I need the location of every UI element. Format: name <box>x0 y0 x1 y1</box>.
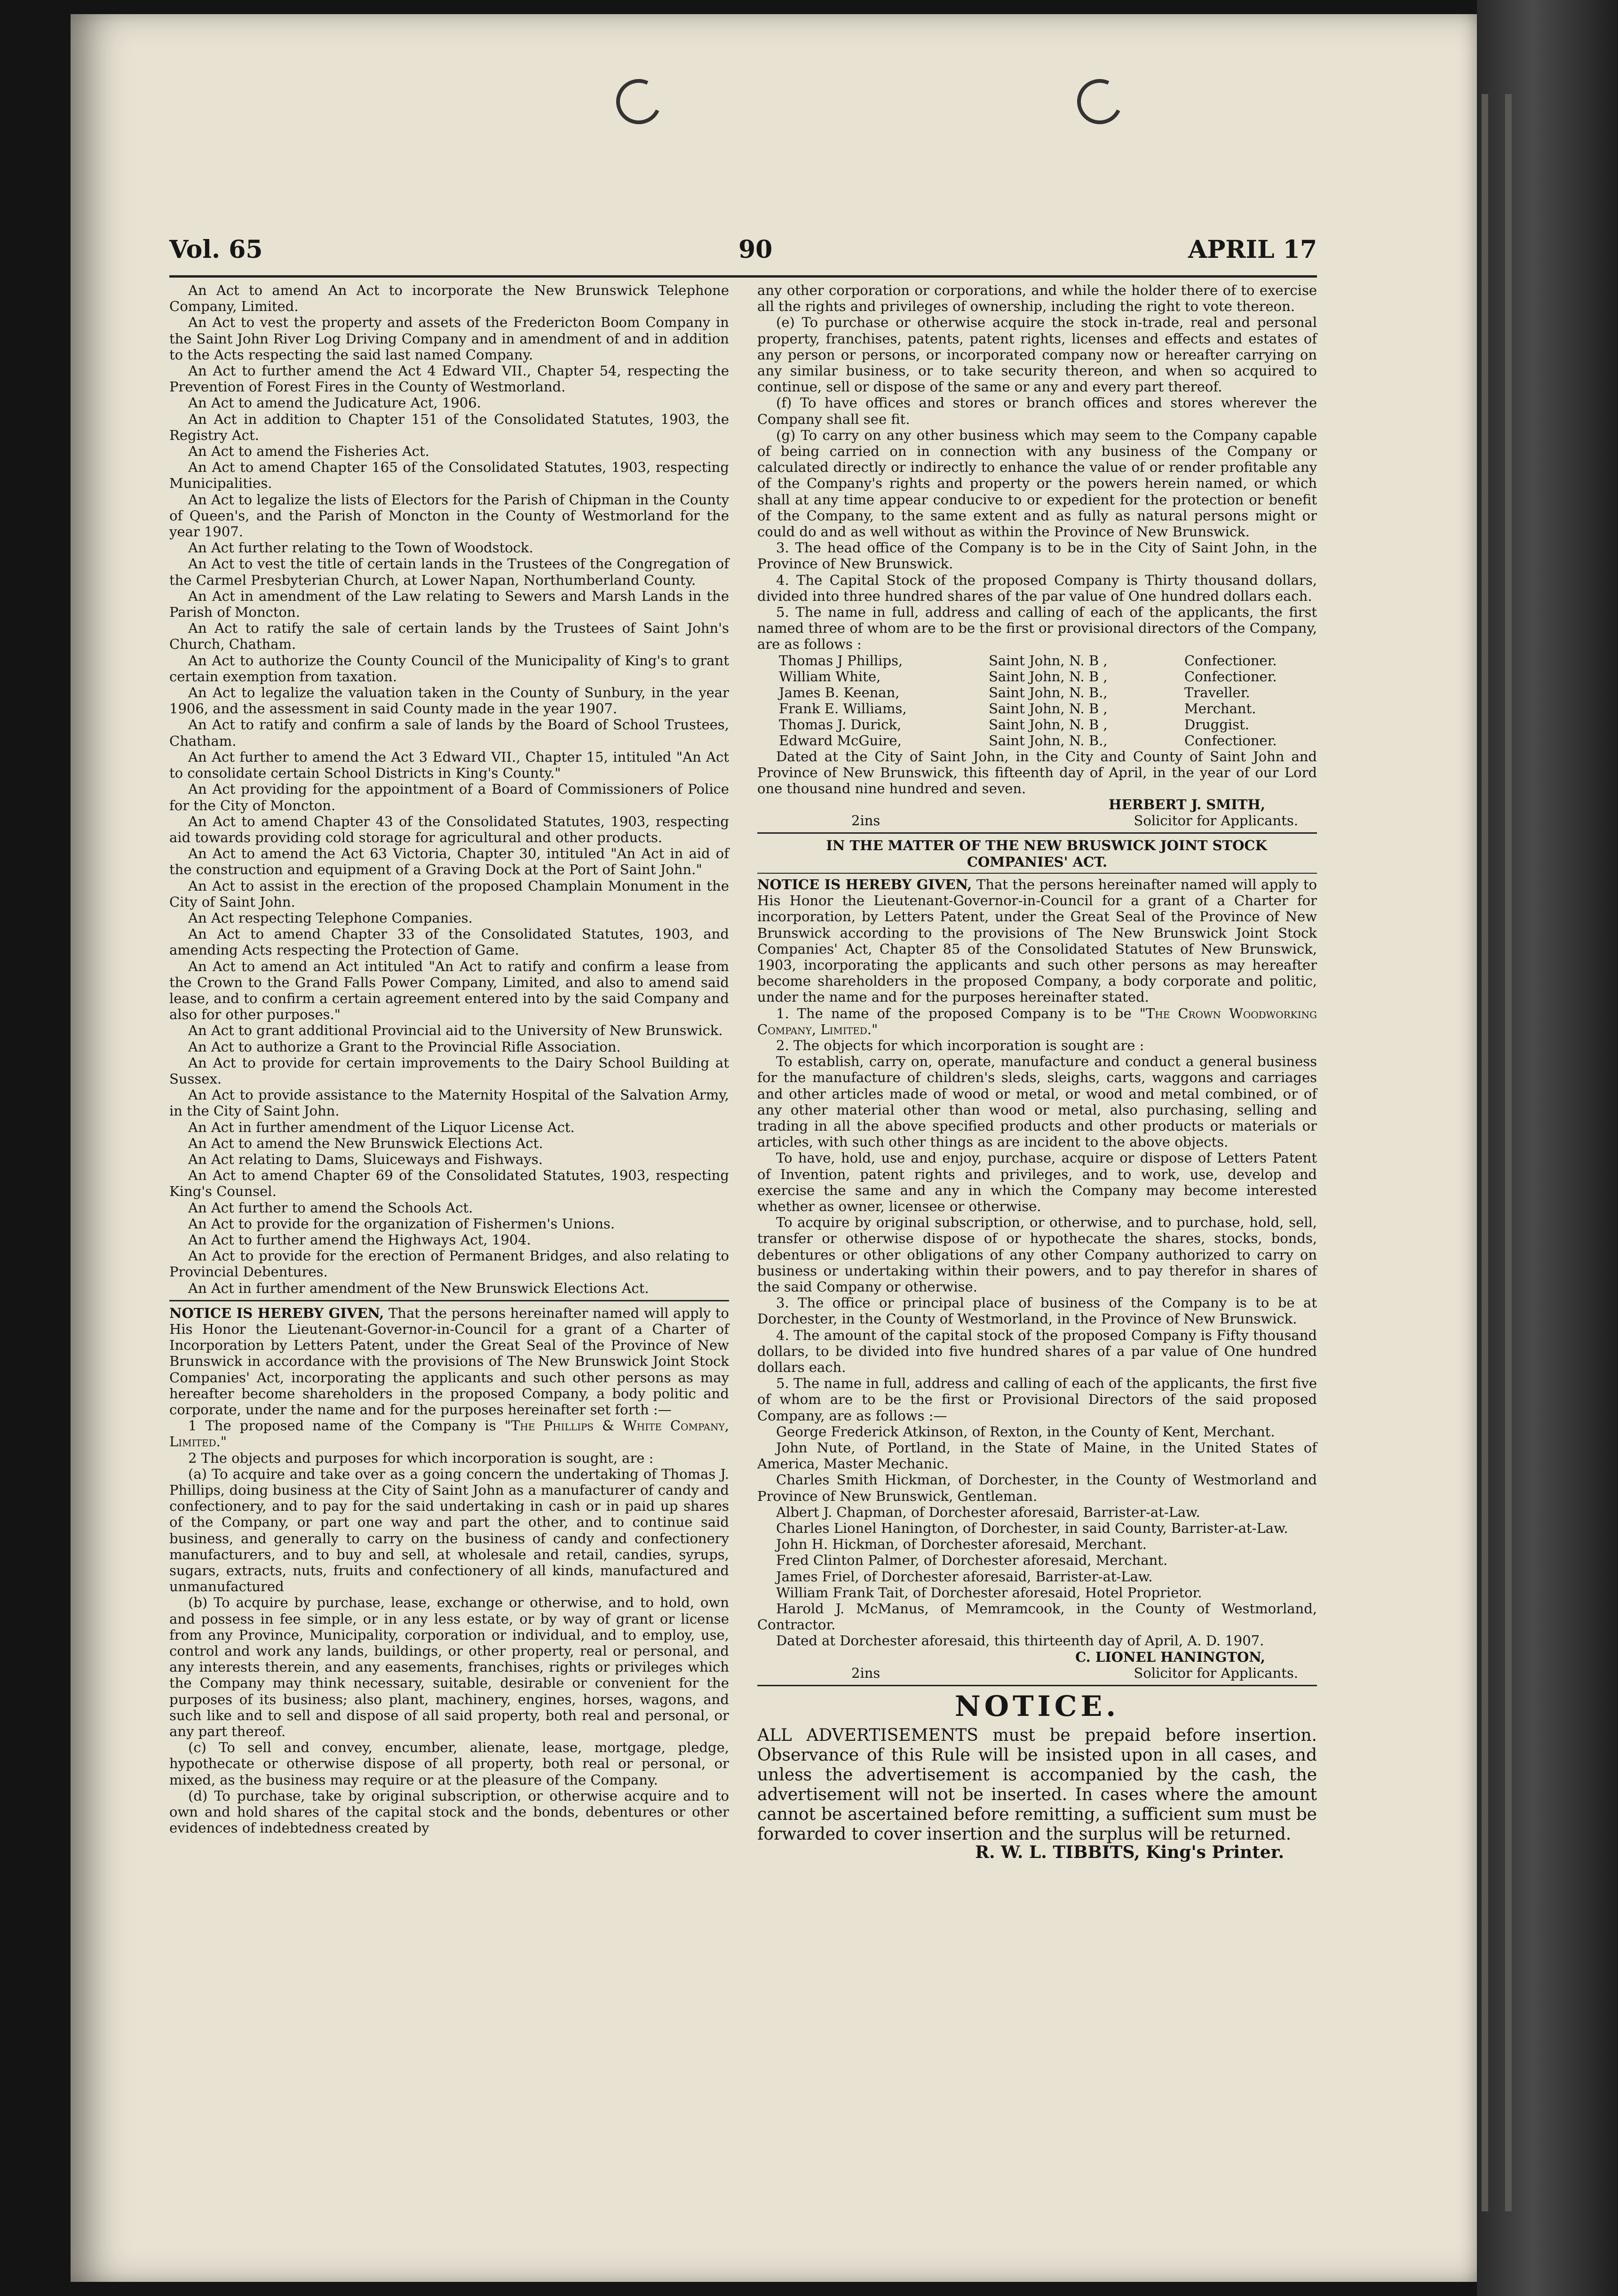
object-f: (f) To have offices and stores or branch offices and stores wherever the Company shall see fit. <box>757 395 1317 427</box>
notice-intro <box>169 1305 729 1418</box>
applicant: Fred Clinton Palmer, of Dorchester aforesaid, Merchant. <box>776 1552 1168 1569</box>
object-d: (d) To purchase, take by original subscription, or otherwise acquire and to own and hold shares of the capital stock and the bonds, debentures or other evidences of indebtedness created by <box>169 1787 729 1836</box>
advertising-notice <box>757 1690 1317 1860</box>
object-c: (c) To sell and convey, encumber, alienate, lease, mortgage, pledge, hypothecate or otherwise dispose of all property, both real or personal, or mixed, as the business may require or at the pleasure of the Company. <box>169 1739 729 1788</box>
insertion-count: 2ins <box>851 1665 880 1681</box>
act-item: An Act to amend An Act to incorporate the New Brunswick Telephone Company, Limited. <box>169 282 729 315</box>
object-b: (b) To acquire by purchase, lease, exchange or otherwise, and to hold, own and possess in fee simple, or in any less estate, or by way of grant or license from any Province, Municipality, corporation or individual, and to employ, use, control and work any lands, buildings, or other property, real or personal, and any interests therein, and any easements, franchises, rights or privileges which the Company may think necessary, suitable, desirable or convenient for the purposes of its business; also plant, machinery, engines, horses, wagons, and such like and to sell and dispose of all said property, both real and personal, or any part thereof. <box>169 1594 729 1740</box>
applicant: William Frank Tait, of Dorchester aforesaid, Hotel Proprietor. <box>776 1584 1202 1601</box>
act-item: An Act relating to Dams, Sluiceways and Fishways. <box>188 1151 543 1167</box>
applicants-item: 5. The name in full, address and calling of each of the applicants, the first named three of whom are to be the first or provisional directors of the Company, are as follows : <box>757 604 1317 653</box>
printer-signature: R. W. L. TIBBITS, King's Printer. <box>975 1842 1284 1862</box>
director-address: Saint John, N. B., <box>989 684 1108 701</box>
applicant: John Nute, of Portland, in the State of Maine, in the United States of America, Master Mechanic. <box>757 1440 1317 1472</box>
act-item: An Act to authorize a Grant to the Provincial Rifle Association. <box>188 1038 621 1055</box>
act-item: An Act to further amend the Act 4 Edward VII., Chapter 54, respecting the Prevention of Forest Fires in the County of Westmorland. <box>169 363 729 395</box>
director-calling: Confectioner. <box>1184 652 1277 669</box>
director-address: Saint John, N. B., <box>989 732 1108 749</box>
section-rule <box>169 1300 729 1301</box>
object-paragraph: To acquire by original subscription, or otherwise, and to purchase, hold, sell, transfer or otherwise dispose of or hypothecate the shares, stocks, bonds, debentures or other obligations of any other Company authorized to carry on business or undertaking within their powers, and to pay therefor in shares of the said Company or otherwise. <box>757 1214 1317 1295</box>
item-text: " <box>872 1021 878 1037</box>
applicant: John H. Hickman, of Dorchester aforesaid, Merchant. <box>776 1536 1147 1553</box>
table-row <box>776 717 1336 733</box>
object-paragraph: To have, hold, use and enjoy, purchase, acquire or dispose of Letters Patent of Invention, patent rights and privileges, and to work, use, develop and exercise the same and any in which the Company may become interested whether as owner, licensee or otherwise. <box>757 1150 1317 1214</box>
act-item: An Act to legalize the valuation taken in the County of Sunbury, in the year 1906, and the assessment in said County made in the year 1907. <box>169 685 729 717</box>
signer-role: Solicitor for Applicants. <box>1134 813 1298 829</box>
notice-lead: NOTICE IS HEREBY GIVEN, <box>169 1305 384 1321</box>
signature-row <box>757 1665 1317 1681</box>
signer-role: Solicitor for Applicants. <box>1134 1665 1298 1681</box>
company-name-item <box>169 1418 729 1450</box>
director-calling: Merchant. <box>1184 700 1256 717</box>
applicant: Albert J. Chapman, of Dorchester aforesaid, Barrister-at-Law. <box>776 1504 1200 1520</box>
act-item: An Act in further amendment of the Liquor License Act. <box>188 1119 575 1135</box>
act-item: An Act to amend the New Brunswick Elections Act. <box>188 1135 543 1151</box>
notice-intro-text: That the persons hereinafter named will apply to His Honor the Lieutenant-Governor-in-Council for a grant of a Charter for incorporation, by Letters Patent, under the Great Seal of the Province of New Brunswick according to the provisions of The New Brunswick Joint Stock Companies' Act, Chapter 85 of the Consolidated Statutes of New Brunswick, 1903, incorporating the applicants and such other persons as may hereafter become shareholders in the proposed Company, a body corporate and politic, under the name and for the purposes hereinafter stated. <box>757 876 1317 1005</box>
act-item: An Act in addition to Chapter 151 of the Consolidated Statutes, 1903, the Registry Act. <box>169 411 729 443</box>
table-row <box>776 669 1336 685</box>
issue-date: APRIL 17 <box>1188 235 1317 264</box>
right-column <box>757 282 1317 1860</box>
act-item: An Act in amendment of the Law relating to Sewers and Marsh Lands in the Parish of Moncton. <box>169 588 729 621</box>
act-item: An Act providing for the appointment of a Board of Commissioners of Police for the City of Moncton. <box>169 781 729 813</box>
object-e: (e) To purchase or otherwise acquire the stock in-trade, real and personal property, franchises, patents, patent rights, licenses and effects and estates of any person or persons, or incorporated company now or hereafter carrying on any similar business, or to take security thereon, and when so acquired to continue, sell or dispose of the same or any and every part thereof. <box>757 314 1317 395</box>
act-item: An Act to vest the property and assets of the Fredericton Boom Company in the Saint John River Log Driving Company and in amendment of and in addition to the Acts respecting the said last named Company. <box>169 314 729 363</box>
director-address: Saint John, N. B , <box>989 716 1108 733</box>
director-calling: Confectioner. <box>1184 732 1277 749</box>
item-text: " <box>220 1434 227 1450</box>
item-text: 1 The proposed name of the Company is " <box>188 1418 511 1434</box>
act-item: An Act to amend Chapter 165 of the Consolidated Statutes, 1903, respecting Municipalities. <box>169 459 729 492</box>
table-row <box>776 701 1336 717</box>
company-name-item <box>757 1005 1317 1037</box>
act-item: An Act in further amendment of the New Brunswick Elections Act. <box>188 1280 649 1296</box>
act-item: An Act further to amend the Schools Act. <box>188 1199 473 1216</box>
company-name: The Phillips & White Company, Limited. <box>169 1418 729 1450</box>
director-calling: Traveller. <box>1184 684 1250 701</box>
act-item: An Act to further amend the Highways Act, 1904. <box>188 1231 531 1248</box>
object-paragraph: To establish, carry on, operate, manufacture and conduct a general business for the manufacture of children's sleds, sleighs, carts, waggons and carriages and other articles made of wood or metal, or wood and metal combined, or of any other material other than wood or metal, also purchasing, selling and trading in all the above specified products and other products or materials or articles, with such other things as are incident to the above objects. <box>757 1053 1317 1150</box>
director-name: Edward McGuire, <box>779 732 902 749</box>
act-item: An Act to amend Chapter 69 of the Consolidated Statutes, 1903, respecting King's Counsel. <box>169 1167 729 1200</box>
act-item: An Act further relating to the Town of Woodstock. <box>188 540 533 556</box>
objects-item: 2 The objects and purposes for which incorporation is sought, are : <box>188 1450 654 1466</box>
capital-stock-item: 4. The amount of the capital stock of the proposed Company is Fifty thousand dollars, to be divided into five hundred shares of a par value of One hundred dollars each. <box>757 1327 1317 1375</box>
capital-stock-item: 4. The Capital Stock of the proposed Company is Thirty thousand dollars, divided into three hundred shares of the par value of One hundred dollars each. <box>757 572 1317 604</box>
director-calling: Druggist. <box>1184 716 1249 733</box>
director-address: Saint John, N. B , <box>989 652 1108 669</box>
act-item: An Act to amend Chapter 33 of the Consolidated Statutes, 1903, and amending Acts respecting the Protection of Game. <box>169 926 729 958</box>
page-header <box>169 226 1317 268</box>
head-office-item: 3. The office or principal place of business of the Company is to be at Dorchester, in the County of Westmorland, in the Province of New Brunswick. <box>757 1295 1317 1327</box>
act-item: An Act to legalize the lists of Electors for the Parish of Chipman in the County of Queen's, and the Parish of Moncton in the County of Westmorland for the year 1907. <box>169 491 729 540</box>
page-edge <box>1482 94 1488 2211</box>
act-item: An Act to grant additional Provincial aid to the University of New Brunswick. <box>188 1022 723 1039</box>
object-g: (g) To carry on any other business which may seem to the Company capable of being carried on in connection with any business of the Company or calculated directly or indirectly to enhance the value of or render profitable any of the Company's rights and property or the powers herein named, or which shall at any time appear conducive to or expedient for the protection or benefit of the Company, to the same extent and as fully as natural persons might or could do and as well without as within the Province of New Brunswick. <box>757 427 1317 540</box>
object-d-continued: any other corporation or corporations, and while the holder there of to exercise all the rights and privileges of ownership, including the right to vote thereon. <box>757 282 1317 315</box>
act-item: An Act to amend an Act intituled "An Act to ratify and confirm a lease from the Crown to the Grand Falls Power Company, Limited, and also to amend said lease, and to confirm a certain agreement entered into by the said Company and also for other purposes." <box>169 958 729 1023</box>
applicant: Harold J. McManus, of Memramcook, in the County of Westmorland, Contractor. <box>757 1601 1317 1633</box>
page-edge <box>1505 94 1512 2211</box>
act-item: An Act to amend the Fisheries Act. <box>188 443 429 460</box>
director-calling: Confectioner. <box>1184 668 1277 685</box>
phillips-notice-continued <box>757 282 1317 829</box>
binding-edge <box>1477 0 1618 2296</box>
insertion-count: 2ins <box>851 813 880 829</box>
directors-table <box>776 653 1336 749</box>
left-column <box>169 282 729 1836</box>
signature-row <box>757 813 1317 829</box>
section-rule <box>757 1685 1317 1686</box>
applicants-item: 5. The name in full, address and calling of each of the applicants, the first five of whom are to be the first or Provisional Directors of the said proposed Company, are as follows :— <box>757 1375 1317 1424</box>
section-rule <box>757 832 1317 834</box>
director-name: Thomas J Phillips, <box>779 652 903 669</box>
act-item: An Act further to amend the Act 3 Edward VII., Chapter 15, intituled "An Act to consolidate certain School Districts in King's County." <box>169 749 729 781</box>
act-item: An Act to provide for the organization of Fishermen's Unions. <box>188 1215 615 1232</box>
notice-intro-text: That the persons hereinafter named will apply to His Honor the Lieutenant-Governor-in-Council for a grant of a Charter of Incorporation by Letters Patent, under the Great Seal of the Province of New Brunswick in accordance with the provisions of The New Brunswick Joint Stock Companies' Act, incorporating the applicants and such other persons as may hereafter become shareholders in the proposed Company, a body politic and corporate, under the name and for the purposes hereinafter set forth :— <box>169 1305 729 1418</box>
act-item: An Act to amend Chapter 43 of the Consolidated Statutes, 1903, respecting aid towards providing cold storage for agricultural and other products. <box>169 813 729 845</box>
page-number: 90 <box>738 235 773 264</box>
notice-lead: NOTICE IS HEREBY GIVEN, <box>757 876 972 893</box>
director-name: William White, <box>779 668 881 685</box>
company-name: The Crown Woodworking Company, Limited. <box>757 1005 1317 1037</box>
notice-body <box>757 1726 1317 1844</box>
acts-list <box>169 282 729 1296</box>
dated-line: Dated at the City of Saint John, in the City and County of Saint John and Province of New Brunswick, this fifteenth day of April, in the year of our Lord one thousand nine hundred and seven. <box>757 748 1317 797</box>
heading-rule <box>757 873 1317 874</box>
head-office-item: 3. The head office of the Company is to be in the City of Saint John, in the Province of New Brunswick. <box>757 540 1317 572</box>
notice-intro <box>757 877 1317 1005</box>
act-item: An Act to provide for certain improvements to the Dairy School Building at Sussex. <box>169 1054 729 1087</box>
act-item: An Act to provide assistance to the Maternity Hospital of the Salvation Army, in the City of Saint John. <box>169 1087 729 1119</box>
item-text: 1. The name of the proposed Company is to be " <box>776 1005 1146 1021</box>
table-row <box>776 685 1336 701</box>
director-name: Frank E. Williams, <box>779 700 907 717</box>
notice-heading: IN THE MATTER OF THE NEW BRUSWICK JOINT STOCK COMPANIES' ACT. <box>826 837 1267 870</box>
act-item: An Act to ratify and confirm a sale of lands by the Board of School Trustees, Chatham. <box>169 717 729 749</box>
director-name: Thomas J. Durick, <box>779 716 902 733</box>
notice-text: ALL ADVERTISEMENTS must be prepaid before insertion. Observance of this Rule will be insisted upon in all cases, and unless the advertisement is accompanied by the cash, the advertisement will not be inserted. In cases where the amount cannot be ascertained before remitting, a sufficient sum must be forwarded to cover insertion and the surplus will be returned. <box>757 1725 1317 1844</box>
volume-label: Vol. 65 <box>169 235 263 264</box>
applicant: Charles Smith Hickman, of Dorchester, in the County of Westmorland and Province of New Brunswick, Gentleman. <box>757 1472 1317 1504</box>
director-address: Saint John, N. B , <box>989 700 1108 717</box>
signer-name: C. LIONEL HANINGTON, <box>1075 1649 1265 1665</box>
act-item: An Act to vest the title of certain lands in the Trustees of the Congregation of the Carmel Presbyterian Church, at Lower Napan, Northumberland County. <box>169 556 729 588</box>
applicant: James Friel, of Dorchester aforesaid, Barrister-at-Law. <box>776 1568 1153 1585</box>
header-rule <box>169 275 1317 278</box>
act-item: An Act to authorize the County Council of the Municipality of King's to grant certain exemption from taxation. <box>169 652 729 685</box>
object-a: (a) To acquire and take over as a going concern the undertaking of Thomas J. Phillips, doing business at the City of Saint John as a manufacturer of candy and confectionery, and to pay for the said undertaking in cash or in paid up shares of the Company, or part one way and part the other, and to continue said business, and generally to carry on the business of candy and confectionery manufacturers, and to buy and sell, at wholesale and retail, candies, syrups, sugars, extracts, nuts, fruits and confectionery of all kinds, manufactured and unmanufactured <box>169 1466 729 1595</box>
table-row <box>776 733 1336 749</box>
act-item: An Act to amend the Judicature Act, 1906. <box>188 395 481 411</box>
dated-line: Dated at Dorchester aforesaid, this thirteenth day of April, A. D. 1907. <box>776 1633 1264 1649</box>
act-item: An Act respecting Telephone Companies. <box>188 909 473 926</box>
objects-item: 2. The objects for which incorporation is sought are : <box>776 1037 1144 1053</box>
director-name: James B. Keenan, <box>779 684 900 701</box>
signer-name: HERBERT J. SMITH, <box>1109 797 1265 813</box>
applicant: George Frederick Atkinson, of Rexton, in the County of Kent, Merchant. <box>776 1423 1275 1440</box>
act-item: An Act to provide for the erection of Permanent Bridges, and also relating to Provincial Debentures. <box>169 1248 729 1280</box>
director-address: Saint John, N. B , <box>989 668 1108 685</box>
table-row <box>776 653 1336 669</box>
applicant: Charles Lionel Hanington, of Dorchester, in said County, Barrister-at-Law. <box>776 1520 1288 1537</box>
act-item: An Act to amend the Act 63 Victoria, Chapter 30, intituled "An Act in aid of the construction and equipment of a Graving Dock at the Port of Saint John." <box>169 845 729 878</box>
act-item: An Act to ratify the sale of certain lands by the Trustees of Saint John's Church, Chatham. <box>169 620 729 653</box>
crown-notice <box>757 837 1317 1681</box>
notice-title: NOTICE. <box>954 1690 1120 1723</box>
act-item: An Act to assist in the erection of the proposed Champlain Monument in the City of Saint John. <box>169 877 729 910</box>
phillips-notice <box>169 1305 729 1836</box>
